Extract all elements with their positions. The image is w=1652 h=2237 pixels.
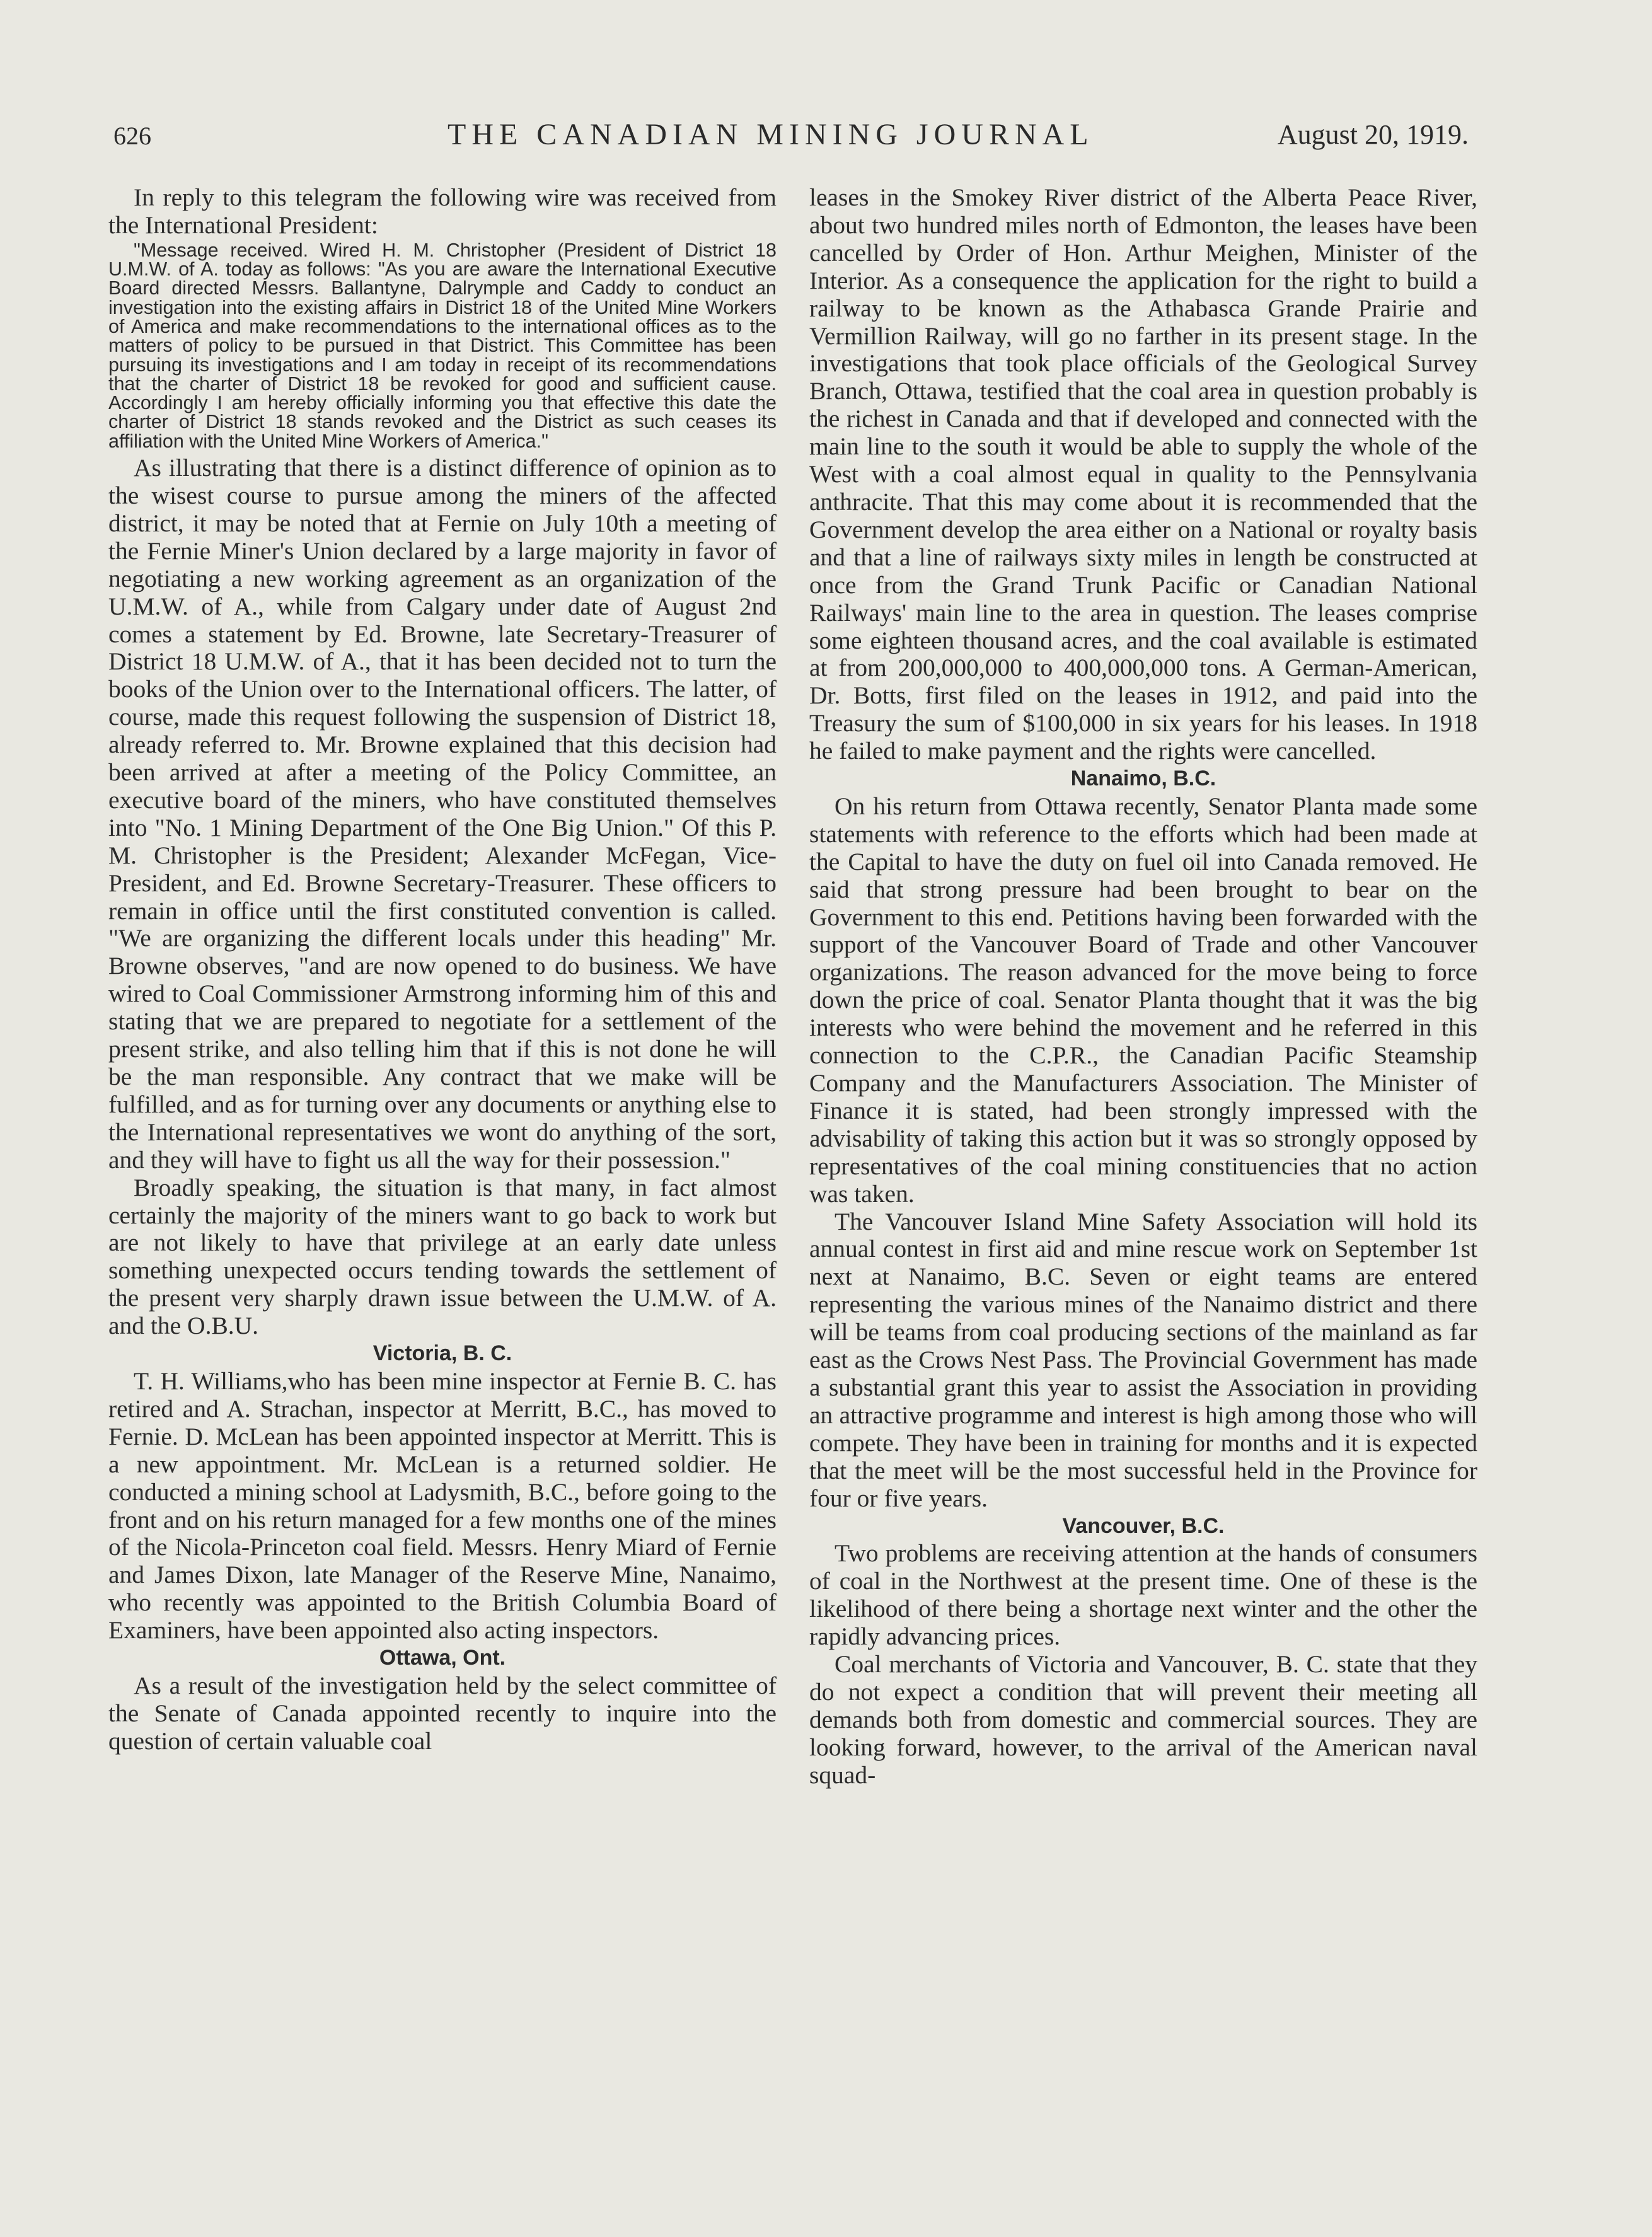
section-heading-vancouver: Vancouver, B.C. — [1062, 1513, 1225, 1538]
paragraph: On his return from Ottawa recently, Senator Planta made some statements with reference to the efforts which had been made at the Capital to have the duty on fuel oil into Canada removed. He said that strong pressure had been brought to bear on the Government to this end. Petitions having been forwarded with the support of the Vancouver Board of Trade and other Vancouver organizations. The reason advanced for the move being to force down the price of coal. Senator Planta thought that it was the big interests who were behind the movement and he referred in this connection to the C.P.R., the Canadian Pacific Steamship Company and the Manufacturers Association. The Minister of Finance it is stated, had been strongly impressed with the advisability of taking this action but it was so strongly opposed by representatives of the coal mining constituencies that no action was taken. — [809, 792, 1477, 1208]
paragraph: leases in the Smokey River district of the Alberta Peace River, about two hundred miles north of Edmonton, the leases have been cancelled by Order of Hon. Arthur Meighen, Minister of the Interior. As a consequence the application for the right to build a railway to be known as the Athabasca Grande Prairie and Vermillion Railway, will go no farther in its present stage. In the investigations that took place officials of the Geological Survey Branch, Ottawa, testified that the coal area in question probably is the richest in Canada and that if developed and connected with the main line to the south it would be able to supply the whole of the West with a coal almost equal in quality to the Pennsylvania anthracite. That this may come about it is recommended that the Government develop the area either on a National or royalty basis and that a line of railways sixty miles in length be constructed at once from the Grand Trunk Pacific or Canadian National Railways' main line to the area in question. The leases comprise some eighteen thousand acres, and the coal available is estimated at from 200,000,000 to 400,000,000 tons. A German-American, Dr. Botts, first filed on the leases in 1912, and paid into the Treasury the sum of $100,000 in six years for his leases. In 1918 he failed to make payment and the rights were cancelled. — [809, 183, 1477, 765]
right-column — [809, 184, 1477, 1789]
page-number: 626 — [113, 122, 151, 150]
paragraph: Coal merchants of Victoria and Vancouver, B. C. state that they do not expect a condition that will prevent their meeting all demands both from domestic and commercial sources. They are looking forward, however, to the arrival of the American naval squad- — [809, 1650, 1477, 1789]
paragraph: In reply to this telegram the following wire was received from the International President: — [108, 183, 777, 239]
page-header — [113, 115, 1469, 159]
issue-date: August 20, 1919. — [1277, 119, 1469, 150]
paragraph: As a result of the investigation held by the select committee of the Senate of Canada appointed recently to inquire into the question of certain valuable coal — [108, 1671, 777, 1755]
left-column — [108, 184, 777, 1755]
paragraph: T. H. Williams,who has been mine inspector at Fernie B. C. has retired and A. Strachan, inspector at Merritt, B.C., has moved to Fernie. D. McLean has been appointed inspector at Merritt. This is a new appointment. Mr. McLean is a returned soldier. He conducted a mining school at Ladysmith, B.C., before going to the front and on his return managed for a few months one of the mines of the Nicola-Princeton coal field. Messrs. Henry Miard of Fernie and James Dixon, late Manager of the Reserve Mine, Nanaimo, who recently was appointed to the British Columbia Board of Examiners, have been appointed also acting inspectors. — [108, 1367, 777, 1645]
paragraph: As illustrating that there is a distinct difference of opinion as to the wisest course to pursue among the miners of the affected district, it may be noted that at Fernie on July 10th a meeting of the Fernie Miner's Union declared by a large majority in favor of negotiating a new working agreement as an organization of the U.M.W. of A., while from Calgary under date of August 2nd comes a statement by Ed. Browne, late Secretary-Treasurer of District 18 U.M.W. of A., that it has been decided not to turn the books of the Union over to the International officers. The latter, of course, made this request following the suspension of District 18, already referred to. Mr. Browne explained that this decision had been arrived at after a meeting of the Policy Committee, an executive board of the miners, who have constituted themselves into "No. 1 Mining Department of the One Big Union." Of this P. M. Christopher is the President; Alexander McFegan, Vice-President, and Ed. Browne Secretary-Treasurer. These officers to remain in office until the first constituted convention is called. "We are organizing the different locals under this heading" Mr. Browne observes, "and are now opened to do business. We have wired to Coal Commissioner Armstrong informing him of this and stating that we are prepared to negotiate for a settlement of the present strike, and also telling him that if this is not done he will be the man responsible. Any contract that we make will be fulfilled, and as for turning over any documents or anything else to the International representatives we wont do anything of the sort, and they will have to fight us all the way for their possession." — [108, 454, 777, 1174]
telegram-quote: "Message received. Wired H. M. Christopher (President of District 18 U.M.W. of A. today as follows: "As you are aware the International Executive Board directed Messrs. Ballantyne, Dalrymple and Caddy to conduct an investigation into the existing affairs in District 18 of the United Mine Workers of America and make recommendations to the international offices as to the matters of policy to be pursued in that District. This Committee has been pursuing its investigations and I am today in receipt of its recommendations that the charter of District 18 be revoked for good and sufficient cause. Accordingly I am hereby officially informing you that effective this date the charter of District 18 stands revoked and the District as such ceases its affiliation with the United Mine Workers of America." — [108, 239, 777, 452]
masthead: THE CANADIAN MINING JOURNAL — [448, 118, 1094, 151]
paragraph: The Vancouver Island Mine Safety Association will hold its annual contest in first aid and mine rescue work on September 1st next at Nanaimo, B.C. Seven or eight teams are entered representing the various mines of the Nanaimo district and there will be teams from coal producing sections of the mainland as far east as the Crows Nest Pass. The Provincial Government has made a substantial grant this year to assist the Association in providing an attractive programme and interest is high among those who will compete. They have been in training for months and it is expected that the meet will be the most successful held in the Province for four or five years. — [809, 1207, 1477, 1512]
section-heading-nanaimo: Nanaimo, B.C. — [1070, 766, 1216, 791]
section-heading-victoria: Victoria, B. C. — [373, 1341, 512, 1366]
paragraph: Two problems are receiving attention at the hands of consumers of coal in the Northwest at the present time. One of these is the likelihood of there being a shortage next winter and the other the rapidly advancing prices. — [809, 1539, 1477, 1651]
paragraph: Broadly speaking, the situation is that many, in fact almost certainly the majority of the miners want to go back to work but are not likely to have that privilege at an early date unless something unexpected occurs tending towards the settlement of the present very sharply drawn issue between the U.M.W. of A. and the O.B.U. — [108, 1173, 777, 1340]
section-heading-ottawa: Ottawa, Ont. — [379, 1646, 506, 1670]
